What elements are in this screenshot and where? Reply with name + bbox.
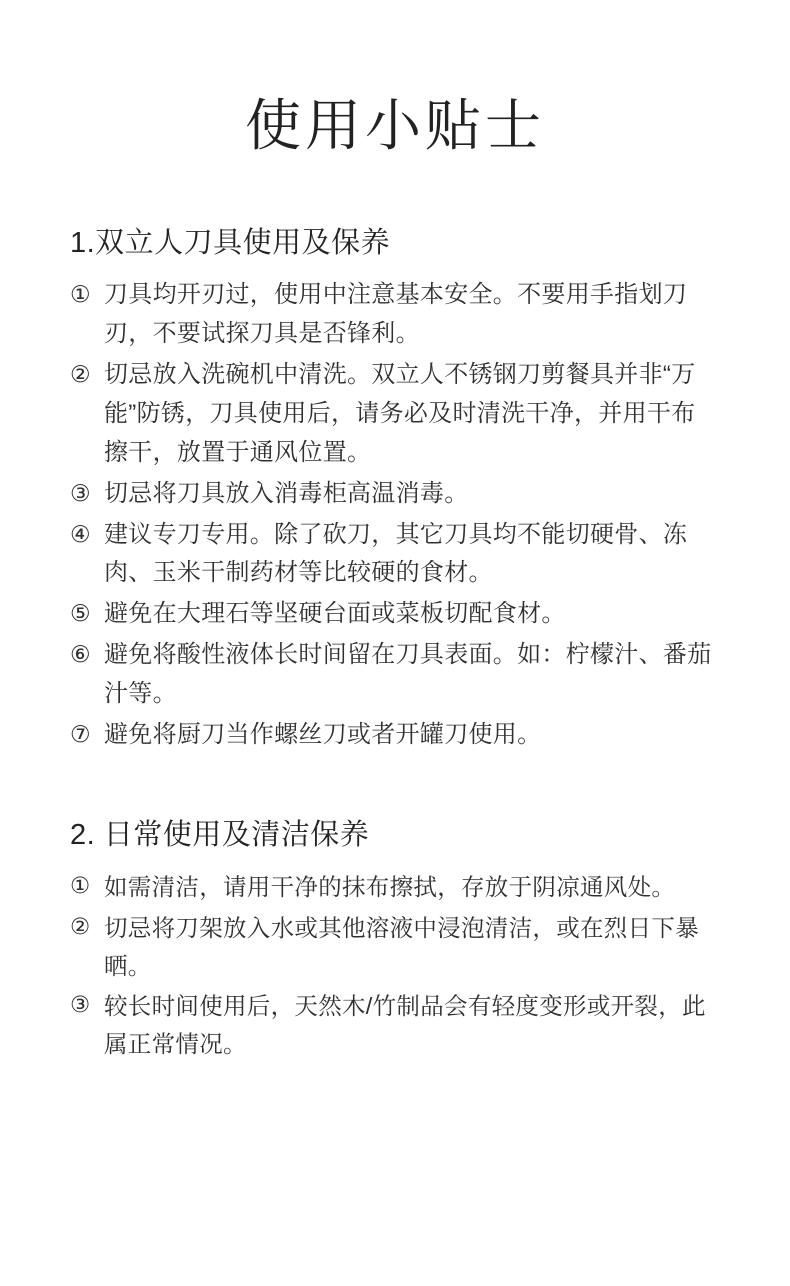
list-item-text: 如需清洁，请用干净的抹布擦拭，存放于阴凉通风处。 — [104, 874, 676, 901]
list-marker: ④ — [70, 520, 91, 547]
list-item — [70, 516, 718, 594]
list-marker: ① — [70, 873, 91, 899]
section-item-list — [70, 276, 718, 755]
list-marker: ⑦ — [70, 720, 91, 747]
list-item-text: 切忌将刀架放入水或其他溶液中浸泡清洁，或在烈日下暴晒。 — [104, 914, 699, 979]
page-title: 使用小贴士 — [245, 94, 545, 157]
list-item-text: 避免将厨刀当作螺丝刀或者开罐刀使用。 — [104, 720, 542, 748]
list-item-text: 较长时间使用后，天然木/竹制品会有轻度变形或开裂，此属正常情况。 — [104, 992, 706, 1057]
list-item-text: 建议专刀专用。除了砍刀，其它刀具均不能切硬骨、冻肉、玉米干制药材等比较硬的食材。 — [104, 520, 688, 587]
list-item-text: 切忌将刀具放入消毒柜高温消毒。 — [104, 479, 469, 507]
list-marker: ② — [70, 913, 91, 939]
list-item — [70, 868, 718, 906]
list-item — [70, 716, 718, 755]
list-item-text: 切忌放入洗碗机中清洗。双立人不锈钢刀剪餐具并非“万能”防锈，刀具使用后，请务必及时清洗干净，并用干布擦干，放置于通风位置。 — [104, 361, 696, 466]
list-item — [70, 987, 718, 1063]
list-item — [70, 909, 718, 985]
list-item — [70, 356, 718, 473]
list-marker: ③ — [70, 991, 91, 1017]
list-item — [70, 276, 718, 354]
list-item-text: 刀具均开刃过，使用中注意基本安全。不要用手指划刀刃，不要试探刀具是否锋利。 — [104, 281, 688, 348]
section-daily-care — [70, 817, 718, 1063]
list-marker: ⑤ — [70, 600, 91, 627]
section-heading: 1.双立人刀具使用及保养 — [70, 226, 391, 259]
list-item-text: 避免将酸性液体长时间留在刀具表面。如：柠檬汁、番茄汁等。 — [104, 641, 712, 708]
document-content — [0, 225, 790, 1063]
list-item — [70, 636, 718, 714]
list-marker: ⑥ — [70, 641, 91, 668]
list-item — [70, 475, 718, 514]
list-marker: ① — [70, 281, 91, 308]
section-heading: 2. 日常使用及清洁保养 — [70, 818, 370, 851]
list-marker: ② — [70, 361, 91, 388]
section-knife-care — [70, 225, 718, 755]
document-page — [0, 95, 790, 1286]
section-item-list — [70, 868, 718, 1062]
list-item — [70, 595, 718, 634]
list-item-text: 避免在大理石等坚硬台面或菜板切配食材。 — [104, 600, 566, 628]
list-marker: ③ — [70, 479, 91, 506]
